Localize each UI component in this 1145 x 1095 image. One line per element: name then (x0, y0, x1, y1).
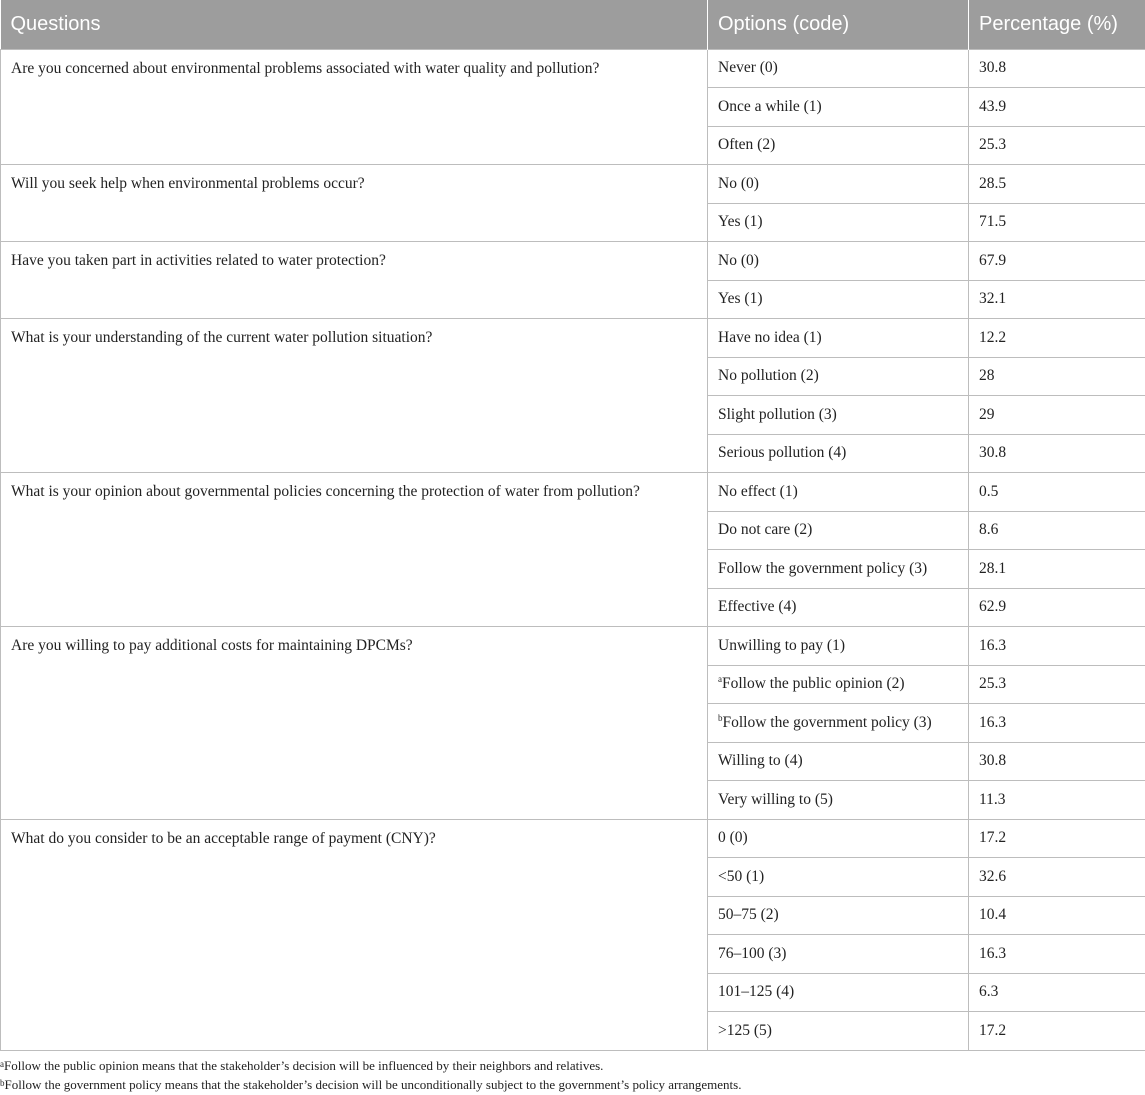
header-questions: Questions (1, 0, 708, 49)
percentage-cell: 43.9 (969, 88, 1145, 127)
footnote-text: Follow the government policy means that the stakeholder’s decision will be unconditionally subject to the government’s policy arrangements. (4, 1077, 742, 1092)
option-cell (708, 704, 969, 743)
option-label: Serious pollution (4) (718, 444, 847, 462)
percentage-cell: 12.2 (969, 319, 1145, 358)
question-cell: What do you consider to be an acceptable range of payment (CNY)? (1, 819, 708, 1050)
option-label: Yes (1) (718, 213, 763, 231)
option-cell (708, 781, 969, 820)
percentage-cell: 71.5 (969, 203, 1145, 242)
option-cell (708, 973, 969, 1012)
question-cell: Are you concerned about environmental problems associated with water quality and pollution? (1, 49, 708, 165)
percentage-cell: 32.1 (969, 280, 1145, 319)
percentage-cell: 8.6 (969, 511, 1145, 550)
option-label: No effect (1) (718, 482, 798, 500)
percentage-cell: 30.8 (969, 434, 1145, 473)
option-label: 101–125 (4) (718, 983, 795, 1001)
option-label: Once a while (1) (718, 97, 822, 115)
option-cell (708, 357, 969, 396)
option-cell (708, 126, 969, 165)
percentage-cell: 30.8 (969, 49, 1145, 88)
option-cell (708, 88, 969, 127)
percentage-cell: 10.4 (969, 896, 1145, 935)
option-label: 50–75 (2) (718, 906, 779, 924)
option-cell (708, 49, 969, 88)
option-label: No pollution (2) (718, 367, 819, 385)
option-cell (708, 203, 969, 242)
percentage-cell: 16.3 (969, 704, 1145, 743)
option-cell (708, 935, 969, 974)
table-body (1, 49, 1145, 1050)
option-label: Yes (1) (718, 290, 763, 308)
option-label: Follow the government policy (3) (718, 559, 928, 577)
question-cell: Are you willing to pay additional costs for maintaining DPCMs? (1, 627, 708, 820)
footnote-marker: a (718, 674, 722, 685)
footnote-a (0, 1056, 741, 1075)
footnote-text: Follow the public opinion means that the stakeholder’s decision will be influenced by their neighbors and relatives. (4, 1058, 604, 1073)
footnote-b (0, 1075, 741, 1094)
table-row (1, 165, 1145, 204)
question-cell: What is your understanding of the current water pollution situation? (1, 319, 708, 473)
option-cell (708, 550, 969, 589)
header-options: Options (code) (708, 0, 969, 49)
option-label: Unwilling to pay (1) (718, 636, 845, 654)
percentage-cell: 62.9 (969, 588, 1145, 627)
percentage-cell: 16.3 (969, 935, 1145, 974)
option-label: >125 (5) (718, 1021, 772, 1039)
option-cell (708, 280, 969, 319)
table-row (1, 49, 1145, 88)
question-cell: What is your opinion about governmental policies concerning the protection of water from pollution? (1, 473, 708, 627)
option-label: Do not care (2) (718, 521, 813, 539)
option-label: No (0) (718, 174, 759, 192)
option-cell (708, 511, 969, 550)
option-cell (708, 242, 969, 281)
option-cell (708, 319, 969, 358)
option-label: Slight pollution (3) (718, 405, 837, 423)
question-cell: Have you taken part in activities related to water protection? (1, 242, 708, 319)
option-cell (708, 858, 969, 897)
table-row (1, 242, 1145, 281)
option-label: Very willing to (5) (718, 790, 833, 808)
option-label: Never (0) (718, 59, 778, 77)
footnotes (0, 1056, 741, 1094)
option-cell (708, 473, 969, 512)
option-label: 76–100 (3) (718, 944, 787, 962)
percentage-cell: 6.3 (969, 973, 1145, 1012)
header-percentage: Percentage (%) (969, 0, 1145, 49)
percentage-cell: 17.2 (969, 819, 1145, 858)
percentage-cell: 16.3 (969, 627, 1145, 666)
percentage-cell: 0.5 (969, 473, 1145, 512)
question-cell: Will you seek help when environmental problems occur? (1, 165, 708, 242)
percentage-cell: 25.3 (969, 126, 1145, 165)
option-label: 0 (0) (718, 829, 748, 847)
option-label: No (0) (718, 251, 759, 269)
option-label: Follow the government policy (3) (722, 713, 932, 731)
percentage-cell: 28.1 (969, 550, 1145, 589)
option-cell (708, 165, 969, 204)
option-cell (708, 1012, 969, 1051)
option-label: Follow the public opinion (2) (722, 675, 905, 693)
percentage-cell: 30.8 (969, 742, 1145, 781)
table-row (1, 627, 1145, 666)
percentage-cell: 25.3 (969, 665, 1145, 704)
percentage-cell: 29 (969, 396, 1145, 435)
percentage-cell: 11.3 (969, 781, 1145, 820)
table-row (1, 473, 1145, 512)
option-cell (708, 742, 969, 781)
footnote-marker: b (0, 1078, 5, 1088)
option-label: Have no idea (1) (718, 328, 822, 346)
percentage-cell: 67.9 (969, 242, 1145, 281)
percentage-cell: 32.6 (969, 858, 1145, 897)
table-row (1, 819, 1145, 858)
header-row (1, 0, 1145, 49)
percentage-cell: 28.5 (969, 165, 1145, 204)
percentage-cell: 17.2 (969, 1012, 1145, 1051)
option-label: Often (2) (718, 136, 776, 154)
footnote-marker: a (0, 1059, 4, 1069)
option-cell (708, 396, 969, 435)
footnote-marker: b (718, 712, 723, 723)
table-row (1, 319, 1145, 358)
option-label: <50 (1) (718, 867, 765, 885)
option-cell (708, 627, 969, 666)
option-cell (708, 896, 969, 935)
option-label: Willing to (4) (718, 752, 803, 770)
option-cell (708, 665, 969, 704)
option-cell (708, 434, 969, 473)
option-cell (708, 588, 969, 627)
option-label: Effective (4) (718, 598, 797, 616)
option-cell (708, 819, 969, 858)
percentage-cell: 28 (969, 357, 1145, 396)
